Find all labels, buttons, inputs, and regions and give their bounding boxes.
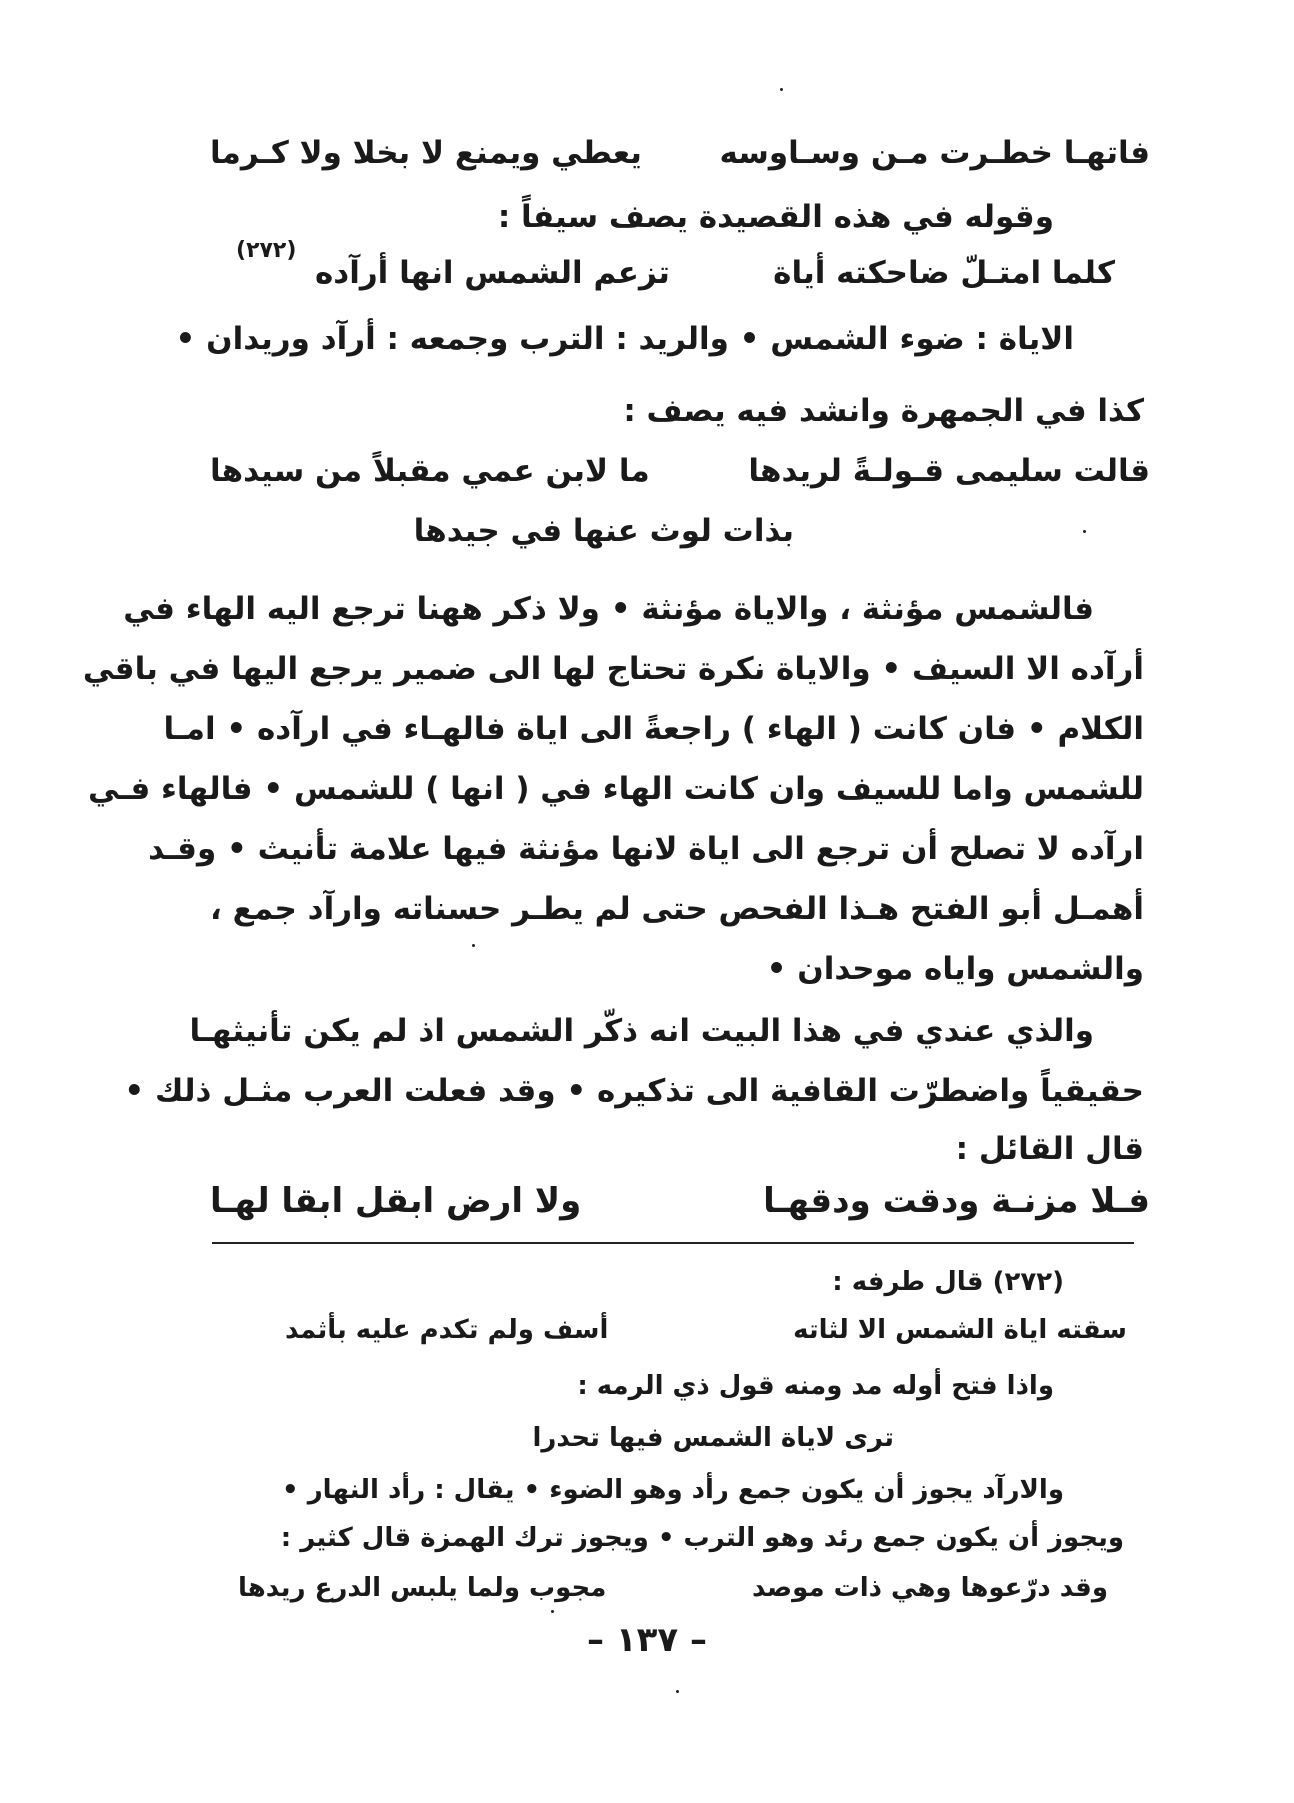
footnote-line: (٢٧٢) قال طرفه : [832,1267,1064,1297]
verse-line [210,1180,1150,1222]
text-line: الاياة : ضوء الشمس • والريد : الترب وجمعه : أرآد وريدان • [175,321,1074,357]
page-number: – ١٣٧ – [587,1620,707,1660]
verse-line [210,132,1150,174]
verse-hemistich-right: فاتهـا خطـرت مـن وسـاوسه [719,135,1150,171]
verse-hemistich-right: وقد درّعوها وهي ذات موصد [752,1573,1108,1603]
verse-hemistich-right: كلما امتـلّ ضاحكته أياة [773,255,1115,291]
verse-line [210,450,1150,492]
text-line: حقيقياً واضطرّت القافية الى تذكيره • وقد فعلت العرب مثـل ذلك • [124,1073,1144,1109]
text-line: قال القائل : [955,1131,1144,1167]
verse-hemistich-right: سقته اياة الشمس الا لثاته [793,1315,1127,1345]
footnote-reference: (٢٧٢) [236,238,297,263]
scan-speck [676,1690,679,1693]
footnote-verse-line: ترى لاياة الشمس فيها تحدرا [532,1423,894,1453]
text-line: والذي عندي في هذا البيت انه ذكّر الشمس اذ لم يكن تأنيثهـا [189,1013,1094,1049]
text-line: فالشمس مؤنثة ، والاياة مؤنثة • ولا ذكر ههنا ترجع اليه الهاء في [123,591,1094,627]
footnote-line: واذا فتح أوله مد ومنه قول ذي الرمه : [577,1371,1054,1401]
scan-speck [1083,530,1086,533]
verse-hemistich-left: ولا ارض ابقل ابقا لهـا [210,1181,582,1221]
verse-hemistich-right: فـلا مزنـة ودقت ودقهـا [763,1181,1150,1221]
verse-hemistich-left: مجوب ولما يلبس الدرع ريدها [238,1573,607,1603]
text-line: كذا في الجمهرة وانشد فيه يصف : [623,393,1144,429]
scan-speck [780,88,783,91]
verse-line: بذات لوث عنها في جيدها [413,513,794,549]
scan-speck [472,944,475,947]
verse-hemistich-left: يعطي ويمنع لا بخلا ولا كـرما [210,135,642,171]
verse-hemistich-left: تزعم الشمس انها أرآده [315,255,670,291]
text-line: والشمس واياه موحدان • [766,951,1144,987]
footnote-line: والارآد يجوز أن يكون جمع رأد وهو الضوء • يقال : رأد النهار • [282,1475,1064,1505]
text-line: أرآده الا السيف • والاياة نكرة تحتاج لها الى ضمير يرجع اليها في باقي [82,651,1144,687]
footnote-divider [212,1242,1134,1244]
footnote-verse-line [285,1312,1127,1348]
text-line: الكلام • فان كانت ( الهاء ) راجعةً الى اياة فالهـاء في ارآده • امـا [163,711,1144,747]
text-line: ارآده لا تصلح أن ترجع الى اياة لانها مؤنثة فيها علامة تأنيث • وقـد [148,831,1144,867]
footnote-verse-line [238,1570,1108,1606]
text-line: وقوله في هذه القصيدة يصف سيفاً : [497,199,1054,235]
text-line: أهمـل أبو الفتح هـذا الفحص حتى لم يطـر حسناته وارآد جمع ، [210,891,1144,927]
verse-line [235,252,1115,294]
verse-hemistich-left: ما لابن عمي مقبلاً من سيدها [210,453,650,489]
verse-hemistich-left: أسف ولم تكدم عليه بأثمد [285,1315,609,1345]
verse-hemistich-right: قالت سليمى قـولـةً لريدها [748,453,1150,489]
scan-speck [551,1610,554,1613]
text-line: للشمس واما للسيف وان كانت الهاء في ( انها ) للشمس • فالهاء فـي [88,771,1144,807]
footnote-line: ويجوز أن يكون جمع رئد وهو الترب • ويجوز ترك الهمزة قال كثير : [280,1523,1124,1553]
